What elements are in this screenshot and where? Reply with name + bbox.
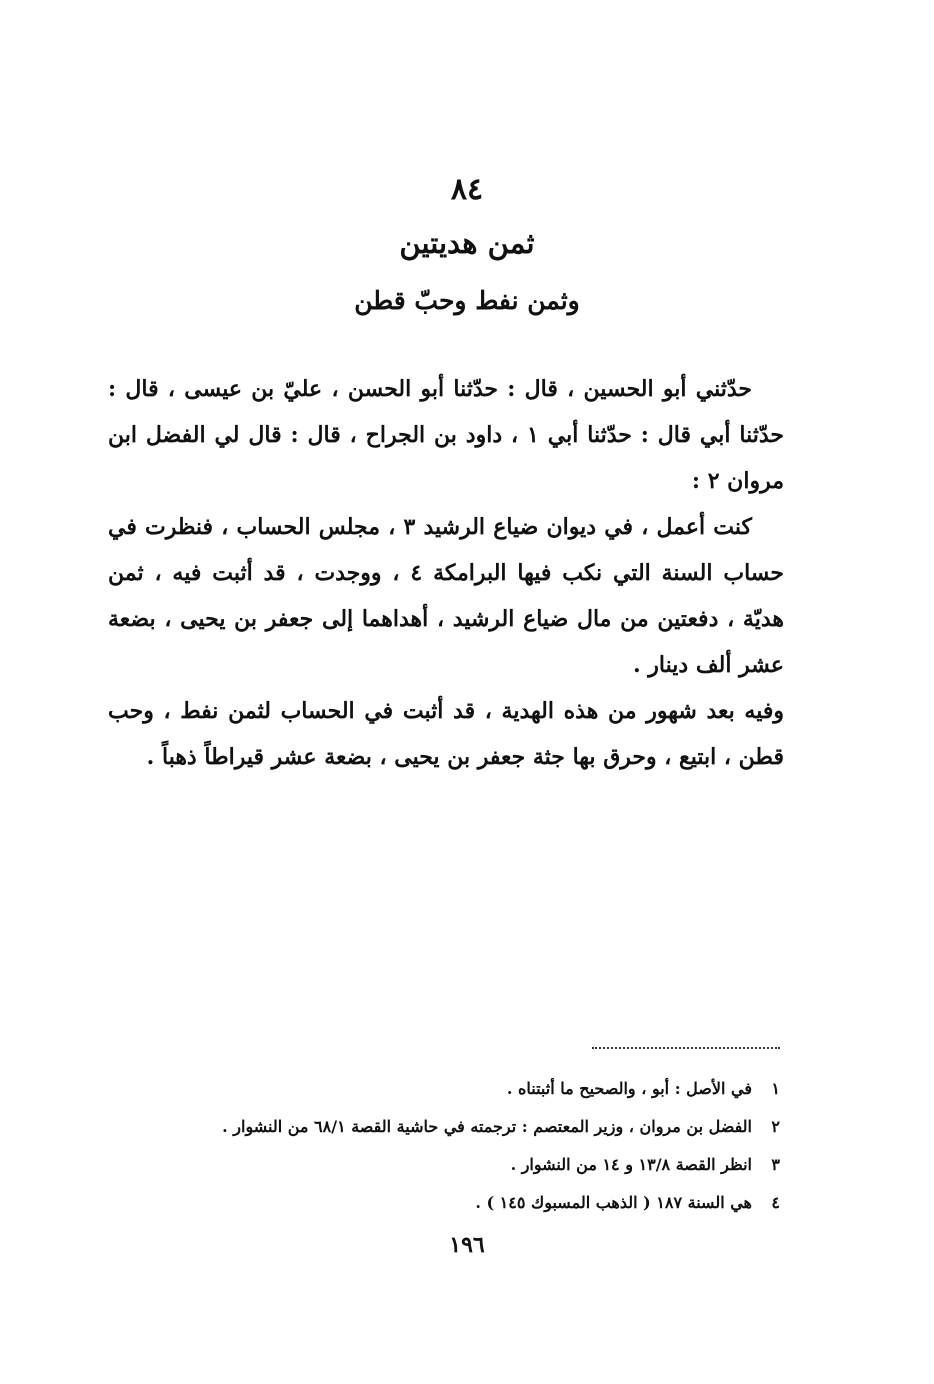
footnote-number: ٣ bbox=[771, 1155, 780, 1174]
footnote-text: انظر القصة ١٣/٨ و ١٤ من النشوار . bbox=[510, 1155, 752, 1174]
footnote-number: ٤ bbox=[771, 1193, 780, 1212]
footnote-text: الفضل بن مروان ، وزير المعتصم : ترجمته في حاشية القصة ٦٨/١ من النشوار . bbox=[222, 1117, 752, 1136]
story-title: ثمن هديتين bbox=[399, 226, 535, 260]
page-number: ١٩٦ bbox=[449, 1232, 485, 1258]
footnote-item bbox=[140, 1184, 780, 1222]
footnote-number: ٢ bbox=[771, 1117, 780, 1136]
paragraph-naphtha-account: وفيه بعد شهور من هذه الهدية ، قد أثبت في الحساب لثمن نفط ، وحب قطن ، ابتيع ، وحرق بها جثة جعفر بن يحيى ، بضعة عشر قيراطاً ذهباً . bbox=[108, 698, 784, 770]
footnote-text: هي السنة ١٨٧ ( الذهب المسبوك ١٤٥ ) . bbox=[475, 1193, 752, 1212]
footnote-item bbox=[140, 1146, 780, 1184]
footnotes bbox=[140, 1070, 780, 1222]
footnote-text: في الأصل : أبو ، والصحيح ما أثبتناه . bbox=[506, 1079, 752, 1098]
paragraph-gift-account: كنت أعمل ، في ديوان ضياع الرشيد ٣ ، مجلس الحساب ، فنظرت في حساب السنة التي نكب فيها البرامكة ٤ ، ووجدت ، قد أثبت فيه ، ثمن هديّة ، دفعتين من مال ضياع الرشيد ، أهداهما إلى جعفر بن يحيى ، بضعة عشر ألف دينار . bbox=[108, 514, 784, 678]
paragraph-isnad: حدّثني أبو الحسين ، قال : حدّثنا أبو الحسن ، عليّ بن عيسى ، قال : حدّثنا أبي قال : حدّثنا أبي ١ ، داود بن الجراح ، قال : قال لي الفضل ابن مروان ٢ : bbox=[108, 376, 784, 494]
footnote-item bbox=[140, 1108, 780, 1146]
footnote-item bbox=[140, 1070, 780, 1108]
footnote-number: ١ bbox=[771, 1079, 780, 1098]
chapter-number: ٨٤ bbox=[450, 172, 484, 207]
footnote-divider bbox=[592, 1047, 780, 1049]
story-body bbox=[108, 366, 784, 780]
story-subtitle: وثمن نفط وحبّ قطن bbox=[354, 286, 580, 315]
